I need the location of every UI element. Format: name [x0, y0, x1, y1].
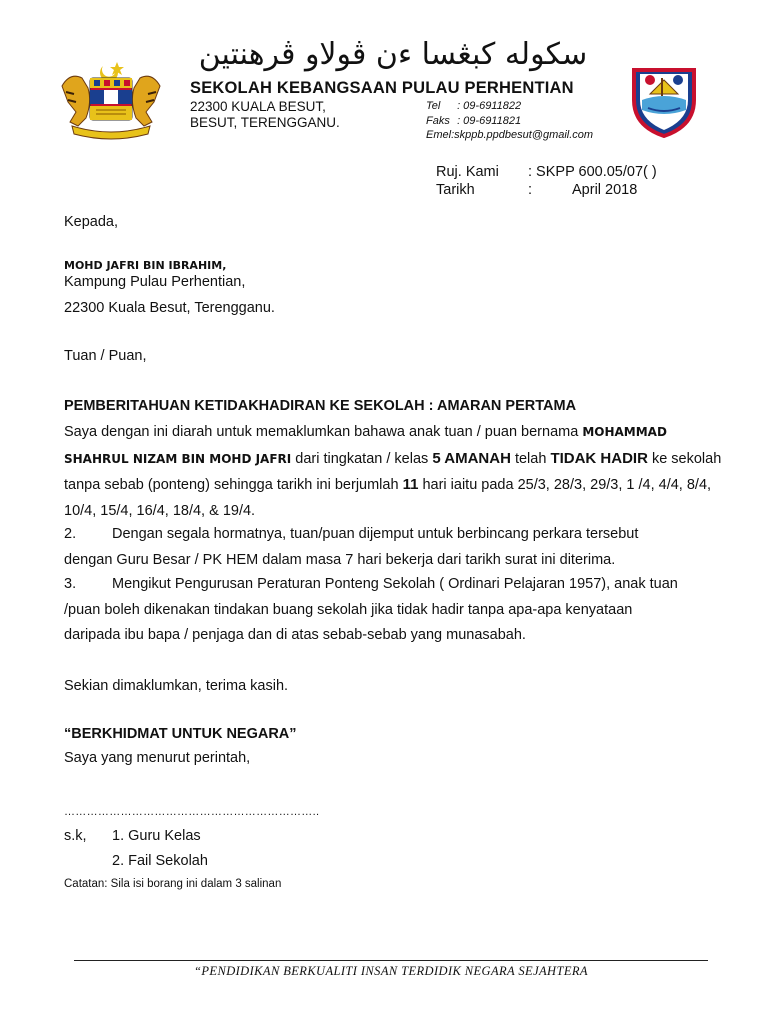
motto: “BERKHIDMAT UNTUK NEGARA”: [64, 726, 297, 742]
tel-value: : 09-6911822: [457, 100, 522, 112]
paragraph-1: [64, 420, 724, 524]
para1-text-3: telah: [510, 450, 551, 467]
subject-heading: PEMBERITAHUAN KETIDAKHADIRAN KE SEKOLAH : AMARAN PERTAMA: [64, 398, 577, 414]
ruj-value: : SKPP 600.05/07( ): [528, 164, 657, 180]
recipient-address-2: 22300 Kuala Besut, Terengganu.: [64, 300, 275, 316]
fax-label: Faks: [426, 115, 450, 127]
para2-first-line: [64, 522, 734, 548]
ruj-row: [436, 163, 657, 181]
school-crest-logo: [628, 64, 700, 138]
footer-slogan: “PENDIDIKAN BERKUALITI INSAN TERDIDIK NEGARA SEJAHTERA: [194, 964, 588, 978]
email-value: :skppb.ppdbesut@gmail.com: [451, 129, 594, 141]
para3-rest-1: /puan boleh dikenakan tindakan buang sekolah jika tidak hadir tanpa apa-apa kenyataan: [64, 601, 633, 618]
attendance-status: TIDAK HADIR: [550, 449, 648, 467]
ruj-label: Ruj. Kami: [436, 164, 499, 180]
coat-of-arms-logo: [56, 56, 166, 140]
closing-text: Sekian dimaklumkan, terima kasih.: [64, 678, 289, 694]
date-row: [436, 181, 657, 199]
school-name: SEKOLAH KEBANGSAAN PULAU PERHENTIAN: [190, 79, 574, 97]
fax-value: : 09-6911821: [457, 115, 522, 127]
para2-rest: dengan Guru Besar / PK HEM dalam masa 7 hari bekerja dari tarikh surat ini diterima.: [64, 551, 616, 568]
para3-number: 3.: [64, 576, 77, 592]
school-name-jawi: سکوله کبڠسا ءن ڤولاو ڤرهنتين: [198, 37, 588, 72]
signature-line: …………………………………………………………..: [64, 806, 320, 818]
paragraph-3: [64, 572, 734, 649]
cc-item-2: 2. Fail Sekolah: [112, 853, 208, 869]
date-label: Tarikh: [436, 182, 475, 198]
contact-email: [426, 129, 593, 141]
cc-item-1: 1. Guru Kelas: [112, 828, 201, 844]
para1-text-2: dari tingkatan / kelas: [291, 450, 433, 467]
address-line-1: 22300 KUALA BESUT,: [190, 99, 326, 114]
class-name: 5 AMANAH: [432, 449, 511, 467]
footer-divider: [74, 960, 708, 961]
reference-block: [436, 163, 657, 199]
para2-number: 2.: [64, 526, 77, 542]
para2-first: Dengan segala hormatnya, tuan/puan dijemput untuk berbincang perkara tersebut: [112, 526, 639, 542]
signoff: Saya yang menurut perintah,: [64, 750, 251, 766]
recipient-address-1: Kampung Pulau Perhentian,: [64, 274, 246, 290]
address-line-2: BESUT, TERENGGANU.: [190, 115, 340, 130]
para1-text-4: ke sekolah tanpa sebab (ponteng) sehingga tarikh ini berjumlah: [64, 450, 722, 493]
date-colon: :: [528, 182, 533, 198]
cc-label: s.k,: [64, 828, 87, 844]
contact-tel: [426, 100, 521, 112]
student-name: MOHAMMAD SHAHRUL NIZAM BIN MOHD JAFRI: [64, 425, 667, 466]
para3-rest-2: daripada ibu bapa / penjaga dan di atas sebab-sebab yang munasabah.: [64, 627, 526, 643]
paragraph-2: [64, 522, 734, 573]
recipient-name: MOHD JAFRI BIN IBRAHIM,: [64, 259, 227, 272]
recipient-to: Kepada,: [64, 214, 119, 230]
para1-text-1: Saya dengan ini diarah untuk memaklumkan bahawa anak tuan / puan bernama: [64, 424, 583, 440]
note: Catatan: Sila isi borang ini dalam 3 salinan: [64, 878, 282, 890]
absent-days: 11: [402, 476, 419, 493]
para3-first: Mengikut Pengurusan Peraturan Ponteng Sekolah ( Ordinari Pelajaran 1957), anak tuan: [112, 576, 678, 592]
date-value: April 2018: [572, 182, 638, 198]
para3-first-line: [64, 572, 734, 598]
para1-text-5: hari iaitu pada 25/3, 28/3, 29/3, 1 /4, 4/4, 8/4, 10/4, 15/4, 16/4, 18/4, & 19/4.: [64, 477, 712, 519]
greeting: Tuan / Puan,: [64, 348, 147, 364]
tel-label: Tel: [426, 100, 441, 112]
email-label: Emel: [426, 129, 452, 141]
contact-fax: [426, 115, 521, 127]
